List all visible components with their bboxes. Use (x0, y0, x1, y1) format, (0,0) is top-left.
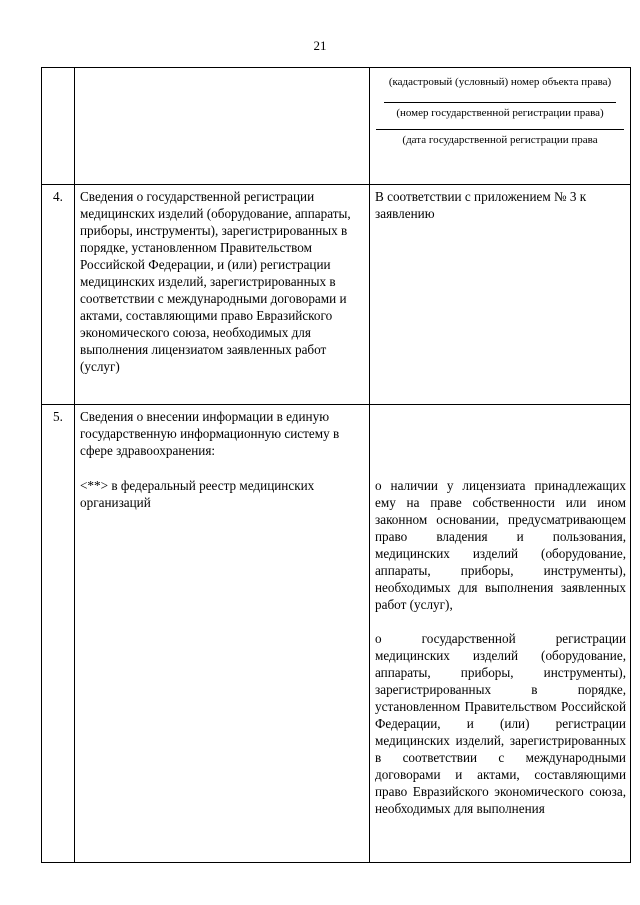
row-description: Сведения о государственной регистрации медицинских изделий (оборудование, аппараты, приборы, инструменты), зарегистрированных в порядке, установленном Правительством Российской Федерации, и (или) регистрации медицинских изделий, зарегистрированных в соответствии с международными договорами и актами, составляющими право Евразийского экономического союза, необходимых для выполнения лицензиатом заявленных работ (услуг) (75, 185, 370, 405)
table-row-4 (42, 185, 631, 405)
row-value-paragraph-2: о государственной регистрации медицинских изделий (оборудование, аппараты, приборы, инструменты), зарегистрированных в порядке, установленном Правительством Российской Федерации, и (или) регистрации медицинских изделий, зарегистрированных в соответствии с международными договорами и актами, составляющими право Евразийского экономического союза, необходимых для выполнения (375, 631, 626, 816)
row-sub-item: <**> в федеральный реестр медицинских организаций (80, 478, 315, 510)
caption-object-number: (кадастровый (условный) номер объекта права) (388, 76, 612, 88)
caption-registration-number: (номер государственной регистрации права) (384, 102, 616, 121)
caption-registration-date: (дата государственной регистрации права (376, 129, 624, 148)
value-cell (370, 68, 631, 185)
application-table (41, 67, 631, 863)
table-row-5 (42, 405, 631, 863)
row-value: В соответствии с приложением № 3 к заявлению (370, 185, 631, 405)
row-number: 5. (42, 405, 75, 863)
row-description-cell (75, 405, 370, 863)
page-number: 21 (313, 38, 327, 53)
row-number-cell (42, 68, 75, 185)
row-number: 4. (42, 185, 75, 405)
row-value-paragraph-1: о наличии у лицензиата принадлежащих ему на праве собственности или ином законном основании, предусматривающем право владения и пользования, медицинских изделий (оборудование, аппараты, приборы, инструменты), необходимых для выполнения заявленных работ (услуг), (375, 478, 626, 612)
row-description: Сведения о внесении информации в единую государственную информационную систему в сфере здравоохранения: (80, 409, 340, 458)
table-row-continuation (42, 68, 631, 185)
description-cell (75, 68, 370, 185)
row-value-cell (370, 405, 631, 863)
